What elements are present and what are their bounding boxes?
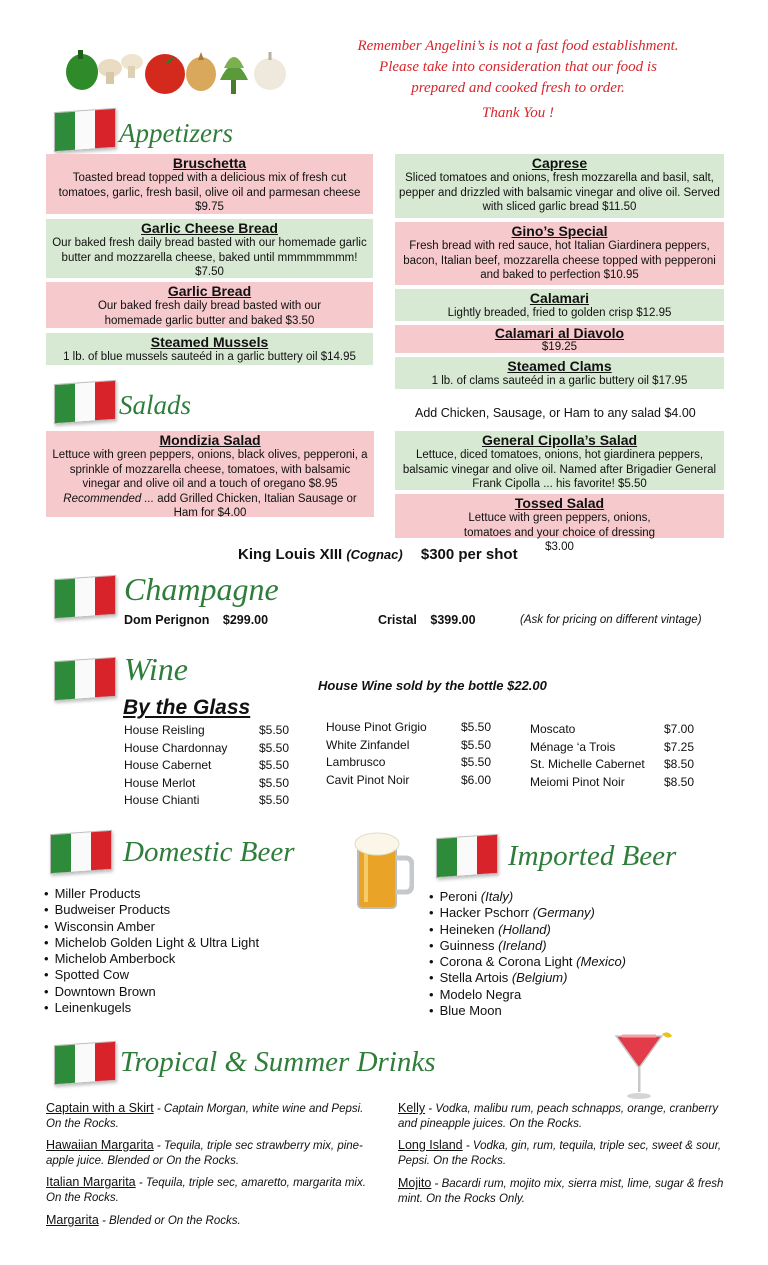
wine-price: $5.50	[460, 737, 491, 752]
wine-price: $5.50	[258, 758, 289, 772]
wine-name: White Zinfandel	[326, 737, 410, 752]
beer-name: Modelo Negra	[439, 986, 522, 1002]
item-name: Steamed Clams	[507, 358, 612, 374]
beer-origin: (Italy)	[480, 889, 514, 904]
wine-price: $5.50	[258, 723, 289, 737]
item-desc: Fresh bread with red sauce, hot Italian Giardinera peppers, bacon, Italian beef, mozzarella cheese topped with pepperoni and baked to perfection $10.95	[403, 240, 716, 281]
menu-item-caprese	[395, 154, 724, 218]
item-desc: Sliced tomatoes and onions, fresh mozzarella and basil, salt, pepper and drizzled with balsamic vinegar and olive oil. Served with sliced garlic bread $11.50	[399, 172, 720, 213]
domestic-beer-list	[44, 886, 259, 1016]
wine-price: $399.00	[430, 613, 476, 627]
wine-name: House Chianti	[124, 793, 200, 807]
wine-price: $5.50	[258, 793, 289, 807]
item-desc: 1 lb. of blue mussels sauteéd in a garlic buttery oil $14.95	[63, 351, 356, 363]
drink-name: Margarita	[46, 1213, 99, 1227]
wine-price: $5.50	[460, 755, 491, 769]
drink-desc: - Blended or On the Rocks.	[98, 1215, 241, 1227]
wine-name: Cristal	[378, 613, 417, 627]
list-item	[429, 970, 626, 986]
list-item	[429, 987, 626, 1003]
wine-list-col-3	[530, 721, 694, 791]
wine-name: House Reisling	[124, 723, 205, 737]
wine-row	[530, 774, 694, 792]
wine-row	[124, 740, 289, 758]
italian-flag-icon	[54, 1041, 116, 1085]
domestic-beer-title: Domestic Beer	[123, 836, 295, 868]
tropical-drinks-title: Tropical & Summer Drinks	[120, 1046, 436, 1078]
beer-origin: (Germany)	[532, 905, 595, 921]
item-name: Steamed Mussels	[150, 334, 269, 350]
wine-title: Wine	[124, 651, 188, 687]
drink-desc: - Tequila, triple sec, amaretto, margarita mix. On the Rocks.	[46, 1177, 366, 1204]
champagne-vintage-note: (Ask for pricing on different vintage)	[520, 614, 702, 626]
drink-italian-margarita	[46, 1175, 381, 1206]
beer-name: Guinness	[439, 937, 495, 953]
champagne-cristal	[378, 613, 476, 627]
item-desc: 1 lb. of clams sauteéd in a garlic buttery oil $17.95	[431, 375, 688, 387]
menu-item-calamari	[395, 289, 724, 321]
beer-origin: (Holland)	[498, 921, 551, 937]
beer-origin: (Ireland)	[498, 937, 547, 953]
list-item	[429, 905, 626, 921]
notice-line-2: Please take into consideration that our food is	[379, 59, 657, 75]
menu-item-steamed-clams	[395, 357, 724, 389]
drink-desc: - Bacardi rum, mojito mix, sierra mist, lime, sugar & fresh mint. On the Rocks Only.	[398, 1178, 724, 1205]
list-item: • Downtown Brown	[44, 984, 259, 1000]
wine-price: $6.00	[460, 772, 491, 787]
drink-mojito	[398, 1176, 728, 1207]
wine-row	[124, 792, 289, 810]
wine-row	[124, 775, 289, 793]
item-name: Tossed Salad	[514, 495, 605, 511]
menu-item-garlic-cheese-bread	[46, 219, 373, 278]
cognac-type: (Cognac)	[346, 547, 403, 562]
wine-price: $299.00	[222, 613, 269, 627]
item-name: General Cipolla’s Salad	[481, 432, 638, 448]
list-item: • Spotted Cow	[44, 967, 259, 983]
restaurant-notice	[318, 36, 718, 124]
list-item	[429, 922, 626, 938]
list-item: • Miller Products	[44, 886, 259, 902]
beer-name: Heineken	[439, 921, 495, 937]
cognac-price: $300 per shot	[420, 546, 518, 563]
cocktail-image	[612, 1030, 682, 1102]
beer-mug-image	[352, 828, 414, 914]
appetizers-title: Appetizers	[119, 118, 233, 148]
beer-name: Stella Artois	[439, 970, 509, 986]
wine-price: $8.50	[663, 757, 694, 771]
list-item	[429, 954, 626, 970]
wine-row	[530, 721, 694, 739]
wine-price: $8.50	[663, 774, 694, 789]
wine-row	[326, 772, 491, 790]
item-name: Garlic Cheese Bread	[141, 220, 278, 236]
wine-name: Cavit Pinot Noir	[326, 772, 410, 787]
wine-name: Moscato	[530, 722, 576, 736]
drink-desc: - Vodka, malibu rum, peach schnapps, orange, cranberry and pineapple juices. On the Rocks.	[398, 1103, 719, 1130]
beer-origin: (Belgium)	[511, 970, 568, 986]
list-item: • Michelob Golden Light & Ultra Light	[44, 935, 259, 951]
item-desc: Lettuce, diced tomatoes, onions, hot giardinera peppers, balsamic vinegar and olive oil. Named after Brigadier General Frank Cipolla ... his favorite! $5.50	[402, 449, 717, 490]
salads-title: Salads	[119, 390, 192, 420]
wine-price: $7.25	[663, 739, 694, 754]
champagne-title: Champagne	[124, 571, 279, 607]
menu-item-calamari-al-diavolo	[395, 325, 724, 353]
beer-origin: (Mexico)	[576, 954, 627, 970]
wine-name: Lambrusco	[326, 755, 386, 769]
menu-item-mondizia-salad	[46, 431, 374, 517]
wine-name: St. Michelle Cabernet	[530, 757, 645, 771]
italian-flag-icon	[50, 830, 112, 874]
list-item	[429, 889, 626, 905]
champagne-dom-perignon	[124, 613, 268, 627]
wine-name: Ménage ‘a Trois	[530, 739, 616, 754]
wine-name: Dom Perignon	[124, 613, 210, 627]
item-desc: Lightly breaded, fried to golden crisp $12.95	[447, 307, 672, 319]
wine-name: House Cabernet	[124, 758, 212, 772]
notice-line-1: Remember Angelini’s is not a fast food establishment.	[357, 38, 679, 54]
drink-long-island	[398, 1138, 728, 1169]
wine-row	[124, 757, 289, 775]
drink-name: Italian Margarita	[46, 1175, 136, 1189]
item-desc-2: add Grilled Chicken, Italian Sausage or Ham for $4.00	[157, 492, 357, 519]
wine-name: House Merlot	[124, 775, 196, 790]
menu-item-tossed-salad	[395, 494, 724, 553]
menu-item-bruschetta	[46, 154, 373, 214]
list-item	[429, 1003, 626, 1019]
item-desc: $19.25	[541, 341, 578, 353]
wine-list-col-2	[326, 719, 491, 789]
list-item: • Michelob Amberbock	[44, 951, 259, 967]
beer-name: Corona & Corona Light	[439, 954, 573, 970]
wine-row	[530, 756, 694, 774]
italian-flag-icon	[54, 575, 116, 619]
drink-name: Kelly	[398, 1101, 426, 1115]
italian-flag-icon	[54, 380, 116, 424]
wine-row	[530, 739, 694, 757]
wine-price: $5.50	[258, 775, 289, 790]
item-name: Gino’s Special	[511, 223, 608, 239]
item-name: Garlic Bread	[167, 283, 252, 299]
list-item	[429, 938, 626, 954]
drink-desc: - Tequila, triple sec strawberry mix, pine-apple juice. Blended or On the Rocks.	[46, 1140, 363, 1167]
drink-name: Long Island	[398, 1138, 463, 1152]
wine-row	[124, 722, 289, 740]
menu-item-garlic-bread	[46, 282, 373, 328]
item-name: Bruschetta	[172, 155, 247, 171]
drink-name: Hawaiian Margarita	[46, 1138, 154, 1152]
beer-name: Peroni	[439, 889, 478, 904]
wine-price: $5.50	[258, 740, 289, 755]
cognac-line	[238, 546, 518, 563]
drink-name: Captain with a Skirt	[46, 1101, 154, 1115]
wine-price: $7.00	[663, 722, 694, 736]
item-desc: Our baked fresh daily bread basted with our homemade garlic butter and mozzarella cheese, baked until mmmmmmmm! $7.50	[52, 237, 367, 278]
wine-name: House Chardonnay	[124, 740, 228, 755]
menu-item-ginos-special	[395, 222, 724, 285]
item-desc: Toasted bread topped with a delicious mix of fresh cut tomatoes, garlic, fresh basil, olive oil and parmesan cheese $9.75	[58, 172, 361, 213]
wine-name: Meiomi Pinot Noir	[530, 774, 625, 789]
house-wine-bottle: House Wine sold by the bottle $22.00	[318, 678, 547, 693]
wine-row	[326, 719, 491, 737]
imported-beer-list	[429, 889, 626, 1019]
menu-item-steamed-mussels	[46, 333, 373, 365]
item-name: Caprese	[531, 155, 588, 171]
drink-name: Mojito	[398, 1176, 432, 1190]
imported-beer-title: Imported Beer	[508, 840, 677, 872]
wine-row	[326, 754, 491, 772]
wine-list-col-1	[124, 722, 289, 810]
recommended-note: Recommended ...	[63, 492, 155, 505]
drink-kelly	[398, 1101, 728, 1132]
italian-flag-icon	[54, 657, 116, 701]
drink-desc: - Vodka, gin, rum, tequila, triple sec, sweet & sour, Pepsi. On the Rocks.	[398, 1140, 722, 1167]
beer-name: Hacker Pschorr	[439, 905, 530, 921]
wine-price: $5.50	[460, 720, 491, 734]
cognac-name: King Louis XIII	[238, 546, 343, 563]
drink-hawaiian-margarita	[46, 1138, 381, 1169]
italian-flag-icon	[54, 108, 116, 152]
notice-line-3: prepared and cooked fresh to order.	[411, 80, 625, 96]
drink-desc: - Captain Morgan, white wine and Pepsi. On the Rocks.	[46, 1103, 364, 1130]
menu-item-general-cipolla-salad	[395, 431, 724, 490]
item-name: Calamari al Diavolo	[494, 325, 625, 341]
wine-row	[326, 737, 491, 755]
list-item: • Leinenkugels	[44, 1000, 259, 1016]
list-item: • Budweiser Products	[44, 902, 259, 918]
item-name: Calamari	[529, 290, 590, 306]
salad-add-note: Add Chicken, Sausage, or Ham to any salad $4.00	[415, 406, 696, 420]
item-desc: Lettuce with green peppers, onions, black olives, pepperoni, a sprinkle of mozzarella cheese, tomatoes, with balsamic vinegar and olive oil and a touch of oregano $8.95	[52, 449, 368, 490]
vegetables-image	[60, 38, 292, 98]
italian-flag-icon	[436, 834, 498, 878]
drink-margarita	[46, 1213, 381, 1229]
thank-you: Thank You !	[482, 105, 554, 121]
list-item: • Wisconsin Amber	[44, 919, 259, 935]
by-the-glass-heading: By the Glass	[123, 696, 251, 719]
item-desc: Our baked fresh daily bread basted with our homemade garlic butter and baked $3.50	[97, 300, 322, 327]
wine-name: House Pinot Grigio	[326, 720, 427, 734]
drink-captain-with-a-skirt	[46, 1101, 381, 1132]
beer-name: Blue Moon	[439, 1003, 502, 1019]
item-desc: Lettuce with green peppers, onions, tomatoes and your choice of dressing $3.00	[463, 512, 656, 553]
item-name: Mondizia Salad	[159, 432, 261, 448]
